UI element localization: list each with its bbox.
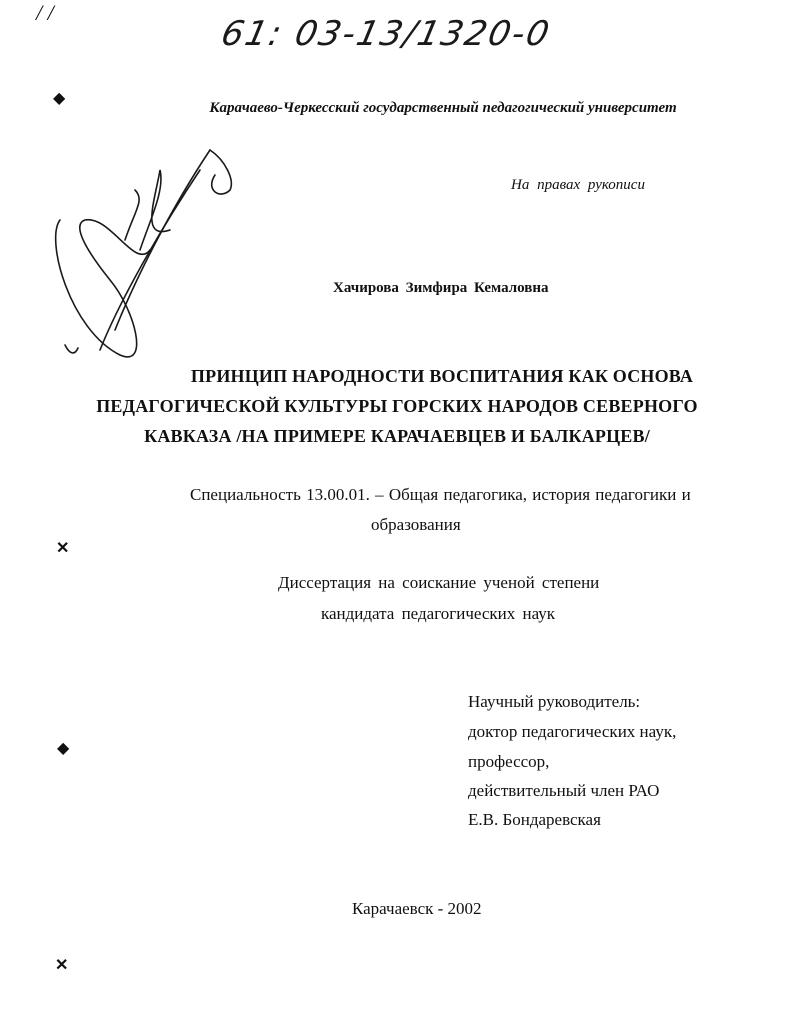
margin-mark: ◆ xyxy=(57,740,70,757)
specialty-line-2: образования xyxy=(371,515,461,534)
margin-mark: ◆ xyxy=(53,90,66,107)
university-name: Карачаево-Черкесский государственный педагогический университет xyxy=(209,100,677,116)
supervisor-degree: доктор педагогических наук, xyxy=(468,722,677,741)
archive-code: 61: 03-13/1320-0 xyxy=(217,14,555,54)
specialty-line-1: Специальность 13.00.01. – Общая педагогика, история педагогики и xyxy=(190,485,691,504)
margin-mark: ✕ xyxy=(55,957,69,974)
dissertation-type-line-1: Диссертация на соискание ученой степени xyxy=(278,573,600,592)
supervisor-name: Е.В. Бондаревская xyxy=(468,810,601,829)
dissertation-title-line-1: ПРИНЦИП НАРОДНОСТИ ВОСПИТАНИЯ КАК ОСНОВА xyxy=(190,366,694,386)
dissertation-title-line-3: КАВКАЗА /НА ПРИМЕРЕ КАРАЧАЕВЦЕВ И БАЛКАРЦЕВ/ xyxy=(144,426,650,446)
corner-handwritten-mark: / / xyxy=(36,0,54,25)
supervisor-label: Научный руководитель: xyxy=(468,692,641,711)
dissertation-title-line-2: ПЕДАГОГИЧЕСКОЙ КУЛЬТУРЫ ГОРСКИХ НАРОДОВ СЕВЕРНОГО xyxy=(96,396,698,416)
manuscript-rights: На правах рукописи xyxy=(511,177,645,193)
city-year: Карачаевск - 2002 xyxy=(352,899,482,918)
dissertation-type-line-2: кандидата педагогических наук xyxy=(321,604,556,623)
signature-scribble xyxy=(40,130,250,370)
supervisor-title: профессор, xyxy=(468,752,550,771)
supervisor-membership: действительный член РАО xyxy=(468,781,660,800)
author-name: Хачирова Зимфира Кемаловна xyxy=(333,280,549,296)
margin-mark: ✕ xyxy=(56,540,70,557)
